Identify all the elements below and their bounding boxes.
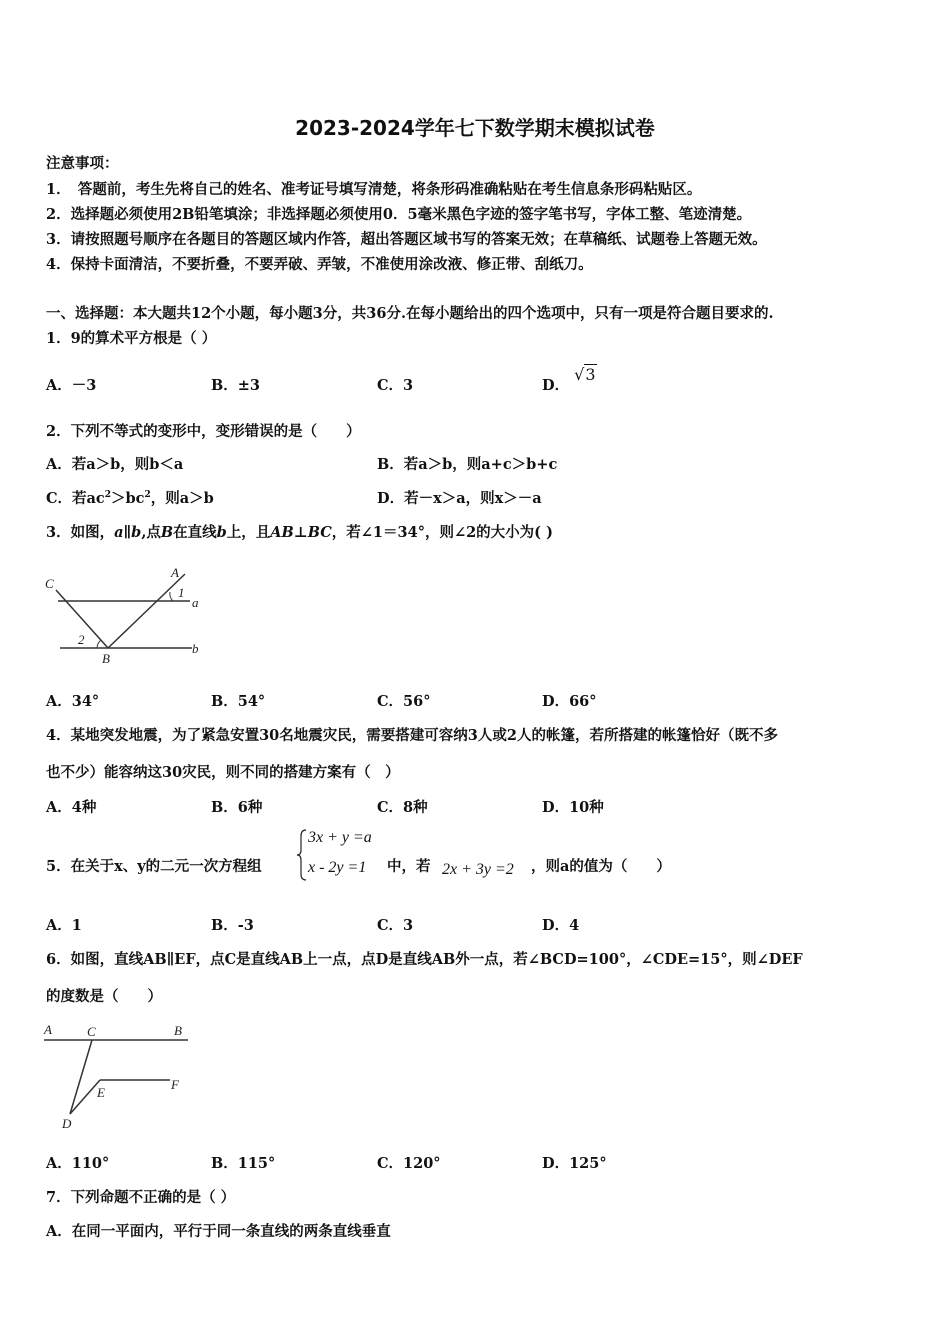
q3-option-c: C．56° bbox=[377, 693, 431, 710]
q3-stem-2: a∥b bbox=[114, 524, 142, 541]
q3-stem-4: B bbox=[160, 524, 174, 541]
q3-stem-8: AB⊥BC bbox=[270, 524, 332, 541]
notice-item-4: 4．保持卡面清洁，不要折叠，不要弄破、弄皱，不准使用涂改液、修正带、刮纸刀。 bbox=[46, 256, 593, 273]
q2-c-part1: C．若ac bbox=[46, 490, 105, 507]
label-f: F bbox=[171, 1077, 179, 1092]
q5-option-c: C．3 bbox=[377, 917, 414, 934]
q4-stem-line2: 也不少）能容纳这30灾民，则不同的搭建方案有（ ） bbox=[46, 764, 400, 781]
q3-stem bbox=[46, 521, 553, 542]
notice-item-2: 2．选择题必须使用2B铅笔填涂；非选择题必须使用0．5毫米黑色字迹的签字笔书写，字体工整、笔迹清楚。 bbox=[46, 206, 752, 223]
q6-figure bbox=[40, 1018, 200, 1132]
q7-stem: 7．下列命题不正确的是（ ） bbox=[46, 1189, 236, 1206]
notice-item-3: 3．请按照题号顺序在各题目的答题区域内作答，超出答题区域书写的答案无效；在草稿纸、试题卷上答题无效。 bbox=[46, 231, 767, 248]
q1-option-d bbox=[542, 365, 597, 395]
q3-stem-3: ,点 bbox=[141, 524, 161, 541]
q5-stem-mid: 中，若 bbox=[387, 858, 431, 875]
label-b-point: B bbox=[102, 651, 110, 666]
q3-stem-7: 上，且 bbox=[226, 524, 271, 541]
q1-option-c: C．3 bbox=[377, 377, 414, 394]
q6-option-d: D．125° bbox=[542, 1155, 607, 1172]
q2-c-part3: ，则a＞b bbox=[150, 490, 214, 507]
q2-c-part2: ＞bc bbox=[111, 490, 145, 507]
label-line-b: b bbox=[192, 641, 199, 656]
q7-option-a: A．在同一平面内，平行于同一条直线的两条直线垂直 bbox=[46, 1223, 391, 1240]
q4-option-b: B．6种 bbox=[211, 799, 263, 816]
angle-1-arc bbox=[170, 592, 173, 601]
q3-stem-5: 在直线 bbox=[173, 524, 217, 541]
q5-condition: 2x + 3y =2 bbox=[442, 861, 514, 878]
q1-option-d-radicand: 3 bbox=[585, 365, 596, 384]
q5-equation-2: x - 2y =1 bbox=[308, 859, 367, 876]
q1-stem: 1．9的算术平方根是（ ） bbox=[46, 330, 217, 347]
system-brace bbox=[296, 828, 308, 882]
q5-equation-1: 3x + y =a bbox=[308, 829, 372, 846]
q3-stem-6: b bbox=[216, 524, 227, 541]
q6-stem-line1: 6．如图，直线AB∥EF，点C是直线AB上一点，点D是直线AB外一点，若∠BCD=100°，∠CDE=15°，则∠DEF bbox=[46, 951, 803, 968]
q6-option-c: C．120° bbox=[377, 1155, 441, 1172]
q5-option-a: A．1 bbox=[46, 917, 82, 934]
notice-heading: 注意事项： bbox=[46, 155, 119, 172]
q2-stem: 2．下列不等式的变形中，变形错误的是（ ） bbox=[46, 423, 361, 440]
q4-stem-line1: 4．某地突发地震，为了紧急安置30名地震灾民，需要搭建可容纳3人或2人的帐篷，若所搭建的帐篷恰好（既不多 bbox=[46, 727, 778, 744]
segment-cd bbox=[70, 1040, 92, 1114]
segment-ba bbox=[108, 574, 185, 648]
q2-c-sup1: 2 bbox=[104, 490, 112, 501]
label-c: C bbox=[45, 576, 54, 591]
label-b: B bbox=[174, 1023, 182, 1038]
notice-item-1: 1． 答题前，考生先将自己的姓名、准考证号填写清楚，将条形码准确粘贴在考生信息条形码粘贴区。 bbox=[46, 181, 702, 198]
q3-stem-1: 3．如图， bbox=[46, 524, 115, 541]
q2-option-b: B．若a＞b，则a+c＞b+c bbox=[377, 456, 558, 473]
q4-option-a: A．4种 bbox=[46, 799, 97, 816]
q2-option-a: A．若a＞b，则b＜a bbox=[46, 456, 184, 473]
q1-option-b: B．±3 bbox=[211, 377, 260, 394]
q5-option-b: B．-3 bbox=[211, 917, 254, 934]
page-title: 2023-2024学年七下数学期末模拟试卷 bbox=[295, 116, 655, 140]
q5-stem-pre: 5．在关于x、y的二元一次方程组 bbox=[46, 858, 262, 875]
q1-option-a: A．－3 bbox=[46, 377, 97, 394]
q2-c-sup2: 2 bbox=[144, 490, 151, 501]
label-d: D bbox=[62, 1116, 72, 1131]
q2-option-c bbox=[46, 487, 214, 508]
label-1: 1 bbox=[178, 585, 185, 600]
q5-stem-post: ，则a的值为（ ） bbox=[531, 858, 671, 875]
q4-option-d: D．10种 bbox=[542, 799, 604, 816]
sqrt-symbol: √3 bbox=[574, 365, 596, 384]
label-e: E bbox=[97, 1085, 105, 1100]
label-a-point: A bbox=[171, 565, 179, 580]
q6-stem-line2: 的度数是（ ） bbox=[46, 988, 162, 1005]
q3-figure bbox=[40, 562, 210, 670]
label-line-a: a bbox=[192, 595, 199, 610]
q2-option-d: D．若－x＞a，则x＞－a bbox=[377, 490, 542, 507]
q3-stem-9: ，若∠1＝34°，则∠2的大小为( ) bbox=[331, 524, 553, 541]
q1-option-d-label: D． bbox=[542, 377, 570, 394]
brace-path bbox=[297, 830, 306, 880]
q6-option-b: B．115° bbox=[211, 1155, 276, 1172]
label-2: 2 bbox=[78, 632, 85, 647]
angle-2-arc bbox=[97, 640, 101, 648]
q3-option-b: B．54° bbox=[211, 693, 266, 710]
q3-option-a: A．34° bbox=[46, 693, 100, 710]
q6-option-a: A．110° bbox=[46, 1155, 110, 1172]
label-c: C bbox=[87, 1024, 96, 1039]
q4-option-c: C．8种 bbox=[377, 799, 428, 816]
section-heading: 一、选择题：本大题共12个小题，每小题3分，共36分.在每小题给出的四个选项中，只有一项是符合题目要求的. bbox=[46, 305, 774, 322]
label-a: A bbox=[44, 1022, 52, 1037]
q3-option-d: D．66° bbox=[542, 693, 597, 710]
q5-option-d: D．4 bbox=[542, 917, 580, 934]
